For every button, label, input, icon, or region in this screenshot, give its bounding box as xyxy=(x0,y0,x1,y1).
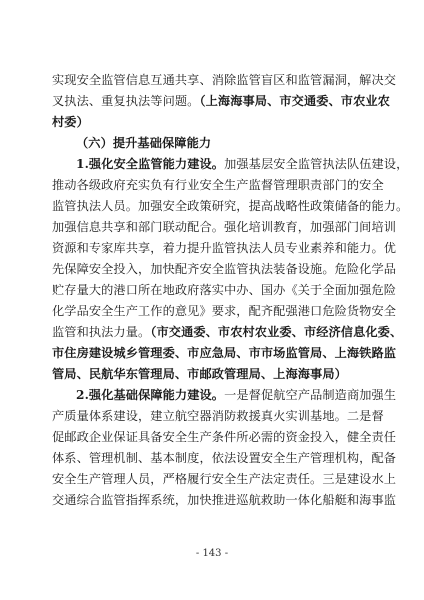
text-segment: 体系、管理机制、基本制度，依法设置安全生产管理机构，配备 xyxy=(52,451,397,465)
text-segment: 先保障安全投入，加快配齐安全监管执法装备设施。危险化学品 xyxy=(52,262,397,276)
text-segment: 推动各级政府充实负有行业安全生产监督管理职责部门的安全 xyxy=(52,178,384,192)
text-segment: 安全生产管理人员，严格履行安全生产法定责任。三是建设水上 xyxy=(52,472,397,486)
bold-text-segment: 村委） xyxy=(52,115,89,129)
bold-text-segment: 管局、民航华东管理局、市邮政管理局、上海海事局） xyxy=(52,367,347,381)
text-line xyxy=(52,385,397,406)
text-line xyxy=(52,70,397,91)
bold-text-segment: 1.强化安全监管能力建设。 xyxy=(76,157,225,171)
text-line xyxy=(52,112,377,133)
text-segment: 加强基层安全监管执法队伍建设， xyxy=(224,157,409,171)
text-line xyxy=(52,448,397,469)
bold-text-segment: （六）提升基础保障能力 xyxy=(76,136,212,150)
bold-text-segment: 市住房建设城乡管理委、市应急局、市市场监管局、上海铁路监 xyxy=(52,346,397,360)
text-line xyxy=(52,259,397,280)
page-number: - 143 - xyxy=(195,548,229,559)
text-line xyxy=(52,322,403,343)
text-line xyxy=(52,238,397,259)
text-line xyxy=(52,427,397,448)
text-line xyxy=(52,469,397,490)
text-segment: 促邮政企业保证具备安全生产条件所必需的资金投入，健全责任 xyxy=(52,430,397,444)
text-segment: 贮存量大的港口所在地政府落实中办、国办《关于全面加强危险 xyxy=(52,283,397,297)
text-line xyxy=(52,175,384,196)
text-line xyxy=(52,280,397,301)
text-line xyxy=(52,301,397,322)
text-segment: 交通综合监管指挥系统，加快推进巡航救助一体化船艇和海事监 xyxy=(52,493,397,507)
bold-text-segment: 2.强化基础保障能力建设。 xyxy=(76,388,225,402)
text-segment: 监管执法人员。加强安全政策研究，提高战略性政策储备的能力。 xyxy=(52,199,409,213)
text-segment: 监管和执法力量。 xyxy=(52,325,151,339)
text-line xyxy=(52,154,409,175)
text-line xyxy=(52,196,409,217)
text-segment: 一是督促航空产品制造商加强生 xyxy=(224,388,397,402)
text-segment: 实现安全监管信息互通共享、消除监管盲区和监管漏洞，解决交 xyxy=(52,73,397,87)
document-body xyxy=(52,70,409,511)
text-line xyxy=(52,406,384,427)
text-line xyxy=(52,343,397,364)
text-line xyxy=(52,91,390,112)
text-line xyxy=(52,364,377,385)
text-segment: 加强信息共享和部门联动配合。强化培训教育，加强部门间培训 xyxy=(52,220,397,234)
text-segment: 产质量体系建设，建立航空器消防救援真火实训基地。二是督 xyxy=(52,409,384,423)
bold-text-segment: （上海海事局、市交通委、市农业农 xyxy=(199,94,390,108)
text-segment: 叉执法、重复执法等问题。 xyxy=(52,94,200,108)
bold-text-segment: （市交通委、市农村农业委、市经济信息化委、 xyxy=(150,325,403,339)
text-line xyxy=(52,217,397,238)
text-line xyxy=(52,490,397,511)
text-segment: 化学品安全生产工作的意见》要求，配齐配强港口危险货物安全 xyxy=(52,304,397,318)
text-line xyxy=(52,133,377,154)
text-segment: 资源和专家库共享，着力提升监管执法人员专业素养和能力。优 xyxy=(52,241,397,255)
